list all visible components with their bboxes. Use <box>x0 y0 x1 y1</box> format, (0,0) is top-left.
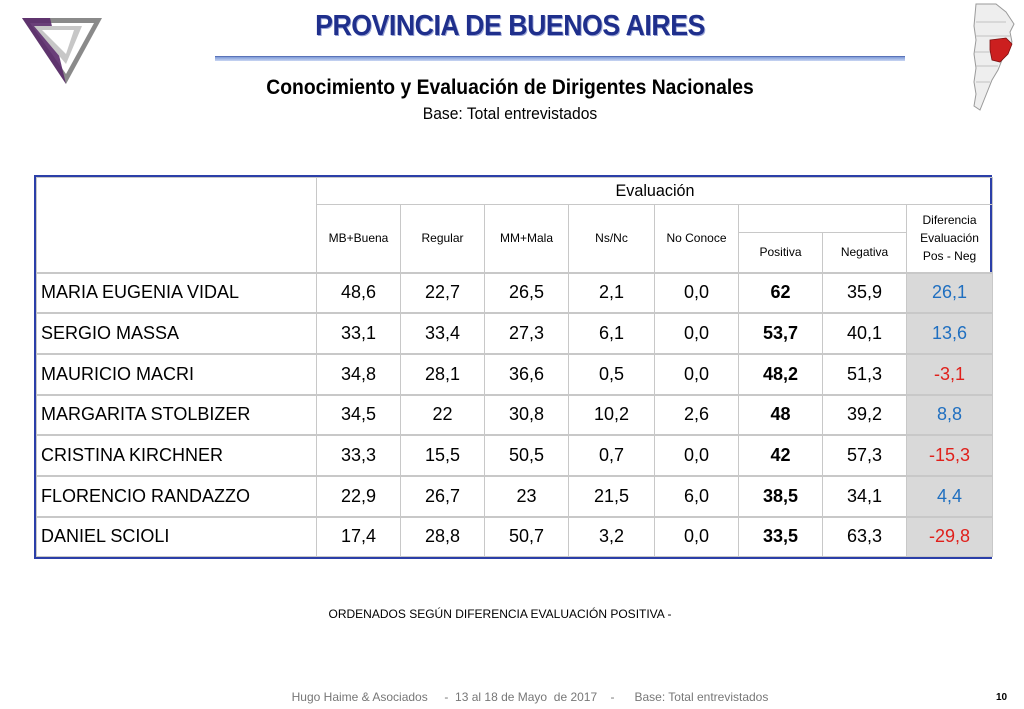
cell-positiva: 53,7 <box>739 313 823 354</box>
cell-positiva: 48,2 <box>739 354 823 395</box>
row-name: FLORENCIO RANDAZZO <box>37 476 317 517</box>
col-header-diferencia <box>907 205 993 273</box>
cell-ns-nc: 21,5 <box>569 476 655 517</box>
cell-ns-nc: 10,2 <box>569 395 655 436</box>
cell-negativa: 34,1 <box>823 476 907 517</box>
cell-negativa: 63,3 <box>823 517 907 557</box>
cell-diferencia: 13,6 <box>907 313 993 354</box>
row-name: MAURICIO MACRI <box>37 354 317 395</box>
cell-mm-mala: 23 <box>485 476 569 517</box>
cell-negativa: 51,3 <box>823 354 907 395</box>
diff-header-line-2: Evaluación <box>920 231 979 246</box>
cell-diferencia: 4,4 <box>907 476 993 517</box>
cell-ns-nc: 0,5 <box>569 354 655 395</box>
cell-regular: 22,7 <box>401 273 485 314</box>
cell-diferencia: -3,1 <box>907 354 993 395</box>
cell-mm-mala: 50,7 <box>485 517 569 557</box>
diff-header-line-3: Pos - Neg <box>922 249 977 264</box>
cell-positiva: 38,5 <box>739 476 823 517</box>
cell-mb-buena: 33,1 <box>317 313 401 354</box>
cell-mb-buena: 33,3 <box>317 435 401 476</box>
cell-regular: 28,1 <box>401 354 485 395</box>
col-header-mm-mala: MM+Mala <box>485 205 569 273</box>
cell-mm-mala: 26,5 <box>485 273 569 314</box>
row-name: MARIA EUGENIA VIDAL <box>37 273 317 314</box>
title-divider <box>215 56 905 61</box>
argentina-map-icon <box>962 2 1020 112</box>
cell-diferencia: 26,1 <box>907 273 993 314</box>
cell-diferencia: 8,8 <box>907 395 993 436</box>
cell-positiva: 42 <box>739 435 823 476</box>
cell-diferencia: -29,8 <box>907 517 993 557</box>
cell-diferencia: -15,3 <box>907 435 993 476</box>
cell-negativa: 35,9 <box>823 273 907 314</box>
report-base: Base: Total entrevistados <box>422 104 598 123</box>
diff-header-line-1: Diferencia <box>922 213 977 228</box>
cell-regular: 33,4 <box>401 313 485 354</box>
row-name: DANIEL SCIOLI <box>37 517 317 557</box>
evaluation-table <box>34 175 992 559</box>
page-title: PROVINCIA DE BUENOS AIRES <box>315 10 705 42</box>
cell-no-conoce: 2,6 <box>655 395 739 436</box>
cell-negativa: 39,2 <box>823 395 907 436</box>
col-header-no-conoce: No Conoce <box>655 205 739 273</box>
cell-ns-nc: 6,1 <box>569 313 655 354</box>
cell-regular: 22 <box>401 395 485 436</box>
cell-no-conoce: 0,0 <box>655 273 739 314</box>
ordering-note: ORDENADOS SEGÚN DIFERENCIA EVALUACIÓN POSITIVA - <box>328 607 672 621</box>
cell-mb-buena: 48,6 <box>317 273 401 314</box>
row-name: SERGIO MASSA <box>37 313 317 354</box>
row-name: MARGARITA STOLBIZER <box>37 395 317 436</box>
cell-positiva: 33,5 <box>739 517 823 557</box>
table-row <box>37 313 993 354</box>
cell-mm-mala: 36,6 <box>485 354 569 395</box>
cell-positiva: 62 <box>739 273 823 314</box>
cell-no-conoce: 6,0 <box>655 476 739 517</box>
cell-ns-nc: 0,7 <box>569 435 655 476</box>
cell-negativa: 57,3 <box>823 435 907 476</box>
cell-mm-mala: 27,3 <box>485 313 569 354</box>
table-row <box>37 273 993 314</box>
evaluacion-group-header: Evaluación <box>333 178 975 205</box>
table-row <box>37 354 993 395</box>
cell-no-conoce: 0,0 <box>655 517 739 557</box>
page-number: 10 <box>996 692 1008 703</box>
col-header-mb-buena: MB+Buena <box>317 205 401 273</box>
cell-no-conoce: 0,0 <box>655 313 739 354</box>
cell-no-conoce: 0,0 <box>655 354 739 395</box>
table-row <box>37 435 993 476</box>
footer-text: Hugo Haime & Asociados - 13 al 18 de Mayo de 2017 - Base: Total entrevistados <box>291 690 769 704</box>
table-row <box>37 517 993 557</box>
cell-no-conoce: 0,0 <box>655 435 739 476</box>
cell-regular: 26,7 <box>401 476 485 517</box>
cell-regular: 28,8 <box>401 517 485 557</box>
report-subtitle: Conocimiento y Evaluación de Dirigentes Nacionales <box>266 76 754 99</box>
cell-mm-mala: 50,5 <box>485 435 569 476</box>
positiva-negativa-group-header <box>739 205 907 233</box>
cell-ns-nc: 3,2 <box>569 517 655 557</box>
cell-ns-nc: 2,1 <box>569 273 655 314</box>
table-corner <box>37 178 317 273</box>
cell-mb-buena: 34,5 <box>317 395 401 436</box>
col-header-positiva: Positiva <box>739 233 823 273</box>
cell-regular: 15,5 <box>401 435 485 476</box>
cell-mm-mala: 30,8 <box>485 395 569 436</box>
table-row <box>37 476 993 517</box>
company-logo <box>20 14 104 86</box>
col-header-negativa: Negativa <box>823 233 907 273</box>
cell-negativa: 40,1 <box>823 313 907 354</box>
cell-mb-buena: 34,8 <box>317 354 401 395</box>
row-name: CRISTINA KIRCHNER <box>37 435 317 476</box>
cell-mb-buena: 17,4 <box>317 517 401 557</box>
cell-positiva: 48 <box>739 395 823 436</box>
col-header-ns-nc: Ns/Nc <box>569 205 655 273</box>
col-header-regular: Regular <box>401 205 485 273</box>
cell-mb-buena: 22,9 <box>317 476 401 517</box>
table-row <box>37 395 993 436</box>
